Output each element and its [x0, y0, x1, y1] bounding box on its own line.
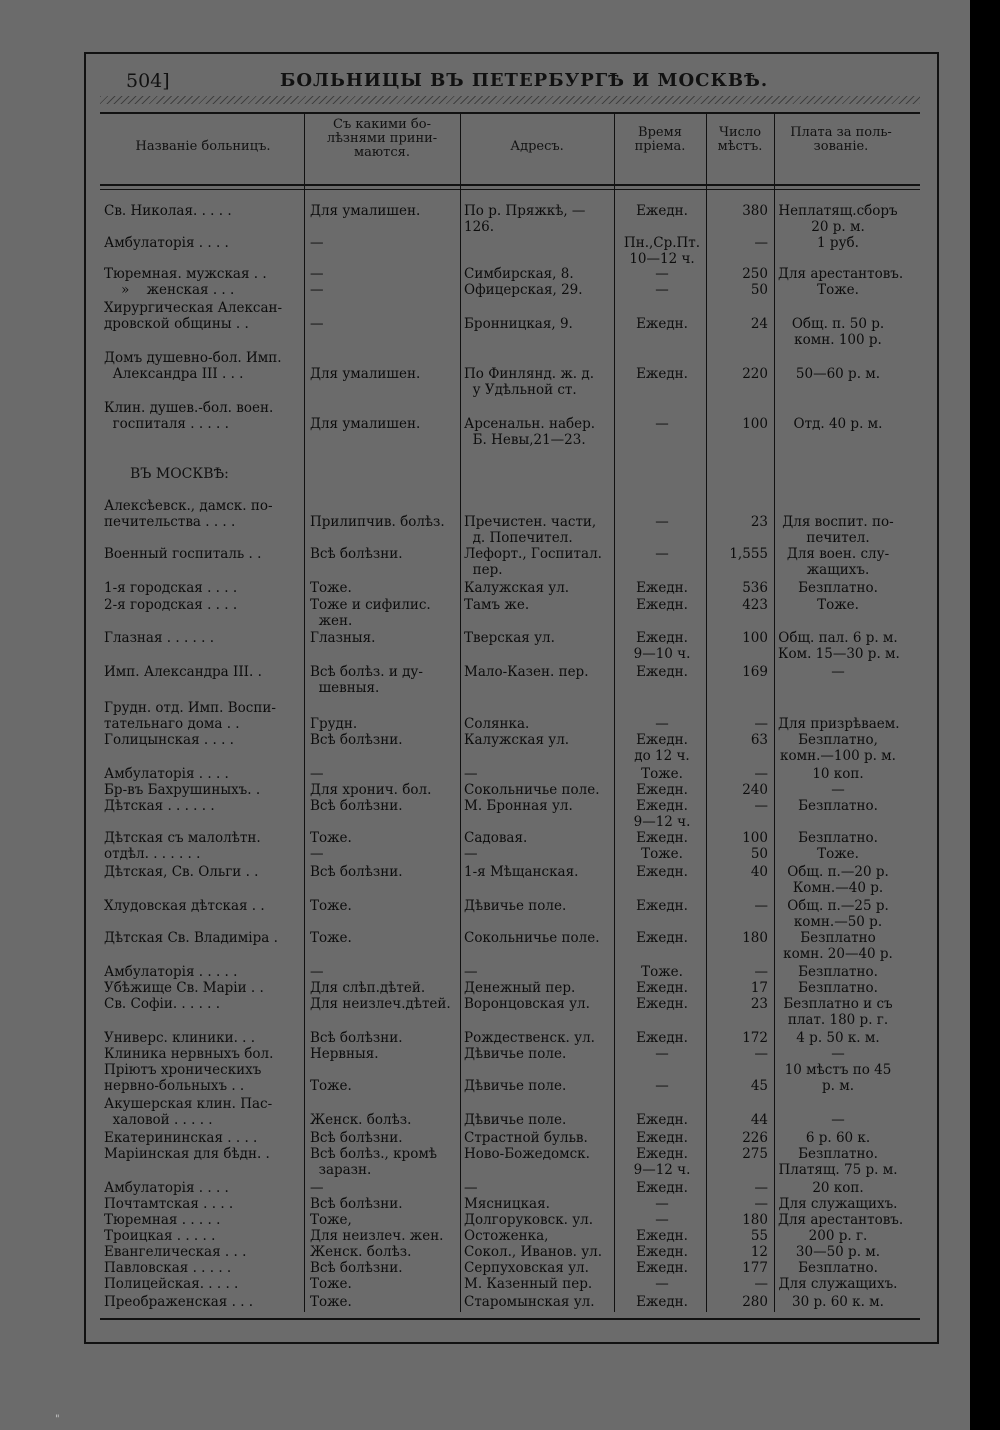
hospital-name: Амбулаторія . . . . . — [104, 964, 238, 980]
reception-time: Ежедн. 9—12 ч. — [633, 1146, 691, 1178]
reception-time: Ежедн. — [636, 366, 688, 382]
fee: 30 р. 60 к. м. — [792, 1294, 884, 1310]
address: М. Бронная ул. — [464, 798, 573, 814]
diseases-accepted: Для умалишен. — [310, 203, 421, 219]
diseases-accepted: Всѣ болѣзни. — [310, 732, 403, 748]
diseases-accepted: Для умалишен. — [310, 416, 421, 432]
address: Сокольничье поле. — [464, 930, 600, 946]
fee: Безплатно. — [798, 580, 878, 596]
fee: Тоже. — [817, 282, 859, 298]
diseases-accepted: Для неизлеч.дѣтей. — [310, 996, 451, 1012]
fee: 4 р. 50 к. м. — [796, 1030, 880, 1046]
hospital-name: Убѣжище Св. Маріи . . — [104, 980, 264, 996]
fee: 50—60 р. м. — [795, 366, 881, 382]
address: — — [464, 964, 478, 980]
reception-time: Ежедн. — [636, 597, 688, 613]
reception-time: Ежедн. 9—10 ч. — [633, 630, 691, 662]
bed-count: — — [754, 1196, 768, 1212]
reception-time: — — [655, 282, 669, 298]
col-header-address: Адресъ. — [510, 139, 564, 154]
bed-count: 172 — [742, 1030, 768, 1046]
diseases-accepted: Всѣ болѣзни. — [310, 1260, 403, 1276]
fee: Безплатно. — [798, 980, 878, 996]
bed-count: 45 — [750, 1078, 768, 1094]
table-bottom-rule — [100, 1318, 920, 1320]
reception-time: — — [655, 1276, 669, 1292]
reception-time: Ежедн. — [636, 203, 688, 219]
address: Сокол., Иванов. ул. — [464, 1244, 603, 1260]
reception-time: Ежедн. — [636, 930, 688, 946]
fee: Безплатно комн. 20—40 р. — [783, 930, 893, 962]
bed-count: 250 — [742, 266, 768, 282]
bed-count: 180 — [742, 1212, 768, 1228]
hospital-name: Св. Николая. . . . . — [104, 203, 232, 219]
address: Воронцовская ул. — [464, 996, 590, 1012]
page-title: БОЛЬНИЦЫ ВЪ ПЕТЕРБУРГѢ И МОСКВѢ. — [280, 70, 769, 91]
bed-count: — — [754, 1046, 768, 1062]
fee: 6 р. 60 к. — [805, 1130, 871, 1146]
fee: — — [831, 664, 845, 680]
diseases-accepted: Тоже. — [310, 1294, 352, 1310]
reception-time: Ежедн. — [636, 782, 688, 798]
hospital-name: Амбулаторія . . . . — [104, 766, 229, 782]
diseases-accepted: Всѣ болѣзни. — [310, 798, 403, 814]
hospital-name: Клиника нервныхъ бол. — [104, 1046, 274, 1062]
header-bottom-rule — [100, 184, 920, 186]
col-header-beds: Число мѣстъ. — [717, 125, 763, 154]
bed-count: — — [754, 1180, 768, 1196]
hospital-name: Акушерская клин. Пас- халовой . . . . . — [104, 1096, 273, 1128]
reception-time: Ежедн. 9—12 ч. — [633, 798, 691, 830]
hospital-name: Грудн. отд. Имп. Воспи- тательнаго дома . . — [104, 700, 276, 732]
address: Офицерская, 29. — [464, 282, 583, 298]
fee: Безплатно и съ плат. 180 р. г. — [783, 996, 893, 1028]
diseases-accepted: Грудн. — [310, 716, 358, 732]
fee: Безплатно. Тоже. — [798, 830, 878, 862]
reception-time: Ежедн. — [636, 1112, 688, 1128]
fee: — — [831, 782, 845, 798]
reception-time: — — [655, 546, 669, 562]
fee: Общ. п. 50 р. комн. 100 р. — [791, 316, 885, 348]
diseases-accepted: Для слѣп.дѣтей. — [310, 980, 426, 996]
diseases-accepted: Для хронич. бол. — [310, 782, 432, 798]
address: Симбирская, 8. — [464, 266, 574, 282]
bed-count: 100 — [742, 416, 768, 432]
reception-time: — — [655, 1078, 669, 1094]
fee: 10 коп. — [812, 766, 864, 782]
reception-time: Ежедн. — [636, 316, 688, 332]
address: Арсенальн. набер. Б. Невы,21—23. — [464, 416, 596, 448]
reception-time: Ежедн. — [636, 898, 688, 914]
diseases-accepted: Тоже и сифилис. жен. — [310, 597, 431, 629]
diseases-accepted: Женск. болѣз. — [310, 1112, 412, 1128]
fee: Безплатно. — [798, 798, 878, 814]
fee: Общ. пал. 6 р. м. Ком. 15—30 р. м. — [778, 630, 900, 662]
fee: — — [831, 1112, 845, 1128]
hospital-name: Троицкая . . . . . — [104, 1228, 216, 1244]
diseases-accepted: Тоже. — [310, 898, 352, 914]
diseases-accepted: Всѣ болѣз., кромѣ заразн. — [310, 1146, 437, 1178]
diseases-accepted: Тоже. — [310, 1078, 352, 1094]
address: Старомынская ул. — [464, 1294, 595, 1310]
bed-count: 536 — [742, 580, 768, 596]
col-header-time: Время пріема. — [634, 125, 686, 154]
address: По Финлянд. ж. д. у Удѣльной ст. — [464, 366, 594, 398]
col-header-name: Названіе больницъ. — [135, 139, 271, 154]
hospital-name: Преображенская . . . — [104, 1294, 254, 1310]
fee: Для служащихъ. — [778, 1276, 898, 1292]
reception-time: — — [655, 1046, 669, 1062]
hospital-name: Голицынская . . . . — [104, 732, 234, 748]
address: Пречистен. части, д. Попечител. — [464, 514, 597, 546]
bed-count: — — [754, 964, 768, 980]
diseases-accepted: Всѣ болѣзни. — [310, 1130, 403, 1146]
col-header-diseases: Съ какими бо- лѣзнями прини- маются. — [326, 117, 438, 160]
hospital-name: Маріинская для бѣдн. . — [104, 1146, 270, 1162]
address: Тамъ же. — [464, 597, 530, 613]
column-divider — [706, 112, 707, 1312]
diseases-accepted: — — [310, 316, 324, 332]
bed-count: 44 — [750, 1112, 768, 1128]
diseases-accepted: Женск. болѣз. — [310, 1244, 412, 1260]
bed-count: — — [754, 235, 768, 251]
column-divider — [614, 112, 615, 1312]
bed-count: 180 — [742, 930, 768, 946]
hospital-name: » женская . . . — [104, 282, 235, 298]
bed-count: 220 — [742, 366, 768, 382]
hospital-name: 2-я городская . . . . — [104, 597, 238, 613]
fee: 30—50 р. м. — [795, 1244, 881, 1260]
address: Бронницкая, 9. — [464, 316, 573, 332]
reception-time: Ежедн. — [636, 1130, 688, 1146]
bed-count: 177 — [742, 1260, 768, 1276]
fee: — — [831, 1046, 845, 1062]
bed-count: 100 — [742, 630, 768, 646]
address: Остоженка, — [464, 1228, 549, 1244]
address: Лефорт., Госпитал. пер. — [464, 546, 602, 578]
diseases-accepted: — — [310, 766, 324, 782]
address: Ново-Божедомск. — [464, 1146, 590, 1162]
diseases-accepted: Тоже. — [310, 930, 352, 946]
hospital-name: Екатерининская . . . . — [104, 1130, 258, 1146]
hospital-name: Пріютъ хроническихъ нервно-больныхъ . . — [104, 1062, 262, 1094]
fee: 10 мѣстъ по 45 р. м. — [784, 1062, 892, 1094]
fee: Для призрѣваем. — [778, 716, 900, 732]
diseases-accepted: Всѣ болѣзни. — [310, 864, 403, 880]
hospital-name: Глазная . . . . . . — [104, 630, 214, 646]
bed-count: 23 — [750, 514, 768, 530]
bed-count: 275 — [742, 1146, 768, 1162]
address: Дѣвичье поле. — [464, 1112, 567, 1128]
diseases-accepted: — — [310, 235, 324, 251]
address: Серпуховская ул. — [464, 1260, 589, 1276]
reception-time: Ежедн. — [636, 1228, 688, 1244]
hospital-name: Хлудовская дѣтская . . — [104, 898, 265, 914]
reception-time: — — [655, 266, 669, 282]
fee: Безплатно. Платящ. 75 р. м. — [778, 1146, 898, 1178]
bed-count: — — [754, 898, 768, 914]
diseases-accepted: Для умалишен. — [310, 366, 421, 382]
reception-time: Ежедн. — [636, 664, 688, 680]
bed-count: 423 — [742, 597, 768, 613]
diseases-accepted: — — [310, 1180, 324, 1196]
diseases-accepted: Тоже. — [310, 580, 352, 596]
header-double-rule — [100, 189, 920, 190]
reception-time: — — [655, 1196, 669, 1212]
hospital-name: Тюремная . . . . . — [104, 1212, 221, 1228]
bed-count: 1,555 — [729, 546, 768, 562]
bed-count: 380 — [742, 203, 768, 219]
address: Калужская ул. — [464, 732, 570, 748]
fee: Для арестантовъ. — [778, 1212, 904, 1228]
diseases-accepted: Всѣ болѣзни. — [310, 1030, 403, 1046]
hospital-name: Хирургическая Алексан- дровской общины . . — [104, 300, 283, 332]
hospital-name: Амбулаторія . . . . — [104, 235, 229, 251]
reception-time: Ежедн. — [636, 1244, 688, 1260]
reception-time: Ежедн. — [636, 1030, 688, 1046]
fee: Общ. п.—20 р. Комн.—40 р. — [787, 864, 889, 896]
reception-time: Ежедн. до 12 ч. — [634, 732, 690, 764]
hospital-name: Дѣтская, Св. Ольги . . — [104, 864, 259, 880]
hospital-name: Бр-въ Бахрушиныхъ. . — [104, 782, 261, 798]
bed-count: 100 50 — [742, 830, 768, 862]
hospital-name: Полицейская. . . . . — [104, 1276, 239, 1292]
fee: 200 р. г. — [808, 1228, 868, 1244]
table-top-rule — [100, 112, 920, 114]
hospital-name: Имп. Александра III. . — [104, 664, 262, 680]
fee: Для служащихъ. — [778, 1196, 898, 1212]
bed-count: 17 — [750, 980, 768, 996]
bed-count: — — [754, 716, 768, 732]
address: 1-я Мѣщанская. — [464, 864, 579, 880]
bed-count: 50 — [750, 282, 768, 298]
address: Дѣвичье поле. — [464, 1046, 567, 1062]
fee: Для арестантовъ. — [778, 266, 904, 282]
hospital-name: Павловская . . . . . — [104, 1260, 232, 1276]
reception-time: Ежедн. — [636, 864, 688, 880]
reception-time: Ежедн. — [636, 1180, 688, 1196]
fee: 1 руб. — [817, 235, 859, 251]
hospital-name: Тюремная. мужская . . — [104, 266, 267, 282]
fee: Тоже. — [817, 597, 859, 613]
fee: Для воен. слу- жащихъ. — [786, 546, 890, 578]
address: Денежный пер. — [464, 980, 576, 996]
reception-time: Ежедн. — [636, 980, 688, 996]
reception-time: Ежедн. — [636, 1260, 688, 1276]
address: Солянка. — [464, 716, 530, 732]
bed-count: 12 — [750, 1244, 768, 1260]
diseases-accepted: Глазныя. — [310, 630, 376, 646]
address: — — [464, 766, 478, 782]
hospital-name: Дѣтская . . . . . . — [104, 798, 215, 814]
bed-count: 24 — [750, 316, 768, 332]
reception-time: Ежедн. — [636, 1294, 688, 1310]
diseases-accepted: Всѣ болѣзни. — [310, 1196, 403, 1212]
fee: Безплатно, комн.—100 р. м. — [780, 732, 896, 764]
diseases-accepted: Тоже. — — [310, 830, 352, 862]
diseases-accepted: Прилипчив. болѣз. — [310, 514, 445, 530]
bed-count: 240 — [742, 782, 768, 798]
column-divider — [460, 112, 461, 1312]
address: — — [464, 1180, 478, 1196]
bed-count: 169 — [742, 664, 768, 680]
reception-time: — — [655, 416, 669, 432]
bed-count: 55 — [750, 1228, 768, 1244]
bed-count: 40 — [750, 864, 768, 880]
bed-count: 280 — [742, 1294, 768, 1310]
hospital-name: Евангелическая . . . — [104, 1244, 247, 1260]
bed-count: — — [754, 798, 768, 814]
diseases-accepted: Всѣ болѣз. и ду- шевныя. — [310, 664, 423, 696]
hospital-name: Дѣтская съ малолѣтн. отдѣл. . . . . . . — [104, 830, 261, 862]
diseases-accepted: Всѣ болѣзни. — [310, 546, 403, 562]
hospital-name: Дѣтская Св. Владиміра . — [104, 930, 278, 946]
fee: 20 коп. — [812, 1180, 864, 1196]
reception-time: — — [655, 716, 669, 732]
hospital-name: Алексѣевск., дамск. по- печительства . . . . — [104, 498, 273, 530]
ornamental-rule — [100, 96, 920, 104]
diseases-accepted: — — [310, 964, 324, 980]
address: Мясницкая. — [464, 1196, 550, 1212]
hospital-name: Почтамтская . . . . — [104, 1196, 234, 1212]
diseases-accepted: — — [310, 266, 324, 282]
diseases-accepted: Нервныя. — [310, 1046, 379, 1062]
reception-time: Тоже. — [641, 766, 683, 782]
address: Мало-Казен. пер. — [464, 664, 589, 680]
reception-time: Ежедн. — [636, 996, 688, 1012]
column-divider — [304, 112, 305, 1312]
diseases-accepted: Для неизлеч. жен. — [310, 1228, 444, 1244]
column-divider — [774, 112, 775, 1312]
reception-time: Тоже. — [641, 964, 683, 980]
address: Рождественск. ул. — [464, 1030, 595, 1046]
bed-count: 23 — [750, 996, 768, 1012]
reception-time: Ежедн. Тоже. — [636, 830, 688, 862]
hospital-name: Военный госпиталь . . — [104, 546, 262, 562]
address: Долгоруковск. ул. — [464, 1212, 594, 1228]
address: Калужская ул. — [464, 580, 570, 596]
address: Дѣвичье поле. — [464, 1078, 567, 1094]
hospital-name: 1-я городская . . . . — [104, 580, 238, 596]
fee: Отд. 40 р. м. — [793, 416, 883, 432]
page-header — [120, 66, 900, 96]
diseases-accepted: Тоже. — [310, 1276, 352, 1292]
section-heading-moscow: ВЪ МОСКВѢ: — [130, 466, 229, 482]
bed-count: 63 — [750, 732, 768, 748]
hospital-name: Клин. душев.-бол. воен. госпиталя . . . . . — [104, 400, 274, 432]
diseases-accepted: Тоже, — [310, 1212, 352, 1228]
fee: Безплатно. — [798, 1260, 878, 1276]
address: Дѣвичье поле. — [464, 898, 567, 914]
address: Сокольничье поле. — [464, 782, 600, 798]
fee: Для воспит. по- печител. — [782, 514, 894, 546]
fee: Общ. п.—25 р. комн.—50 р. — [787, 898, 889, 930]
reception-time: — — [655, 514, 669, 530]
address: Садовая. — — [464, 830, 528, 862]
reception-time: Пн.,Ср.Пт. 10—12 ч. — [623, 235, 701, 267]
address: Тверская ул. — [464, 630, 555, 646]
hospital-name: Амбулаторія . . . . — [104, 1180, 229, 1196]
scan-mark: " — [55, 1414, 60, 1425]
reception-time: Ежедн. — [636, 580, 688, 596]
bed-count: — — [754, 1276, 768, 1292]
reception-time: — — [655, 1212, 669, 1228]
hospital-name: Св. Софіи. . . . . . — [104, 996, 221, 1012]
fee: Безплатно. — [798, 964, 878, 980]
address: Страстной бульв. — [464, 1130, 588, 1146]
hospital-name: Универс. клиники. . . — [104, 1030, 256, 1046]
page-number: 504] — [126, 70, 170, 92]
fee: Неплатящ.сборъ 20 р. м. — [778, 203, 898, 235]
address: По р. Пряжкѣ, — 126. — [464, 203, 586, 235]
bed-count: 226 — [742, 1130, 768, 1146]
hospital-name: Домъ душевно-бол. Имп. Александра III . . . — [104, 350, 282, 382]
address: М. Казенный пер. — [464, 1276, 593, 1292]
col-header-fee: Плата за поль- зованіе. — [790, 125, 892, 154]
diseases-accepted: — — [310, 282, 324, 298]
bed-count: — — [754, 766, 768, 782]
